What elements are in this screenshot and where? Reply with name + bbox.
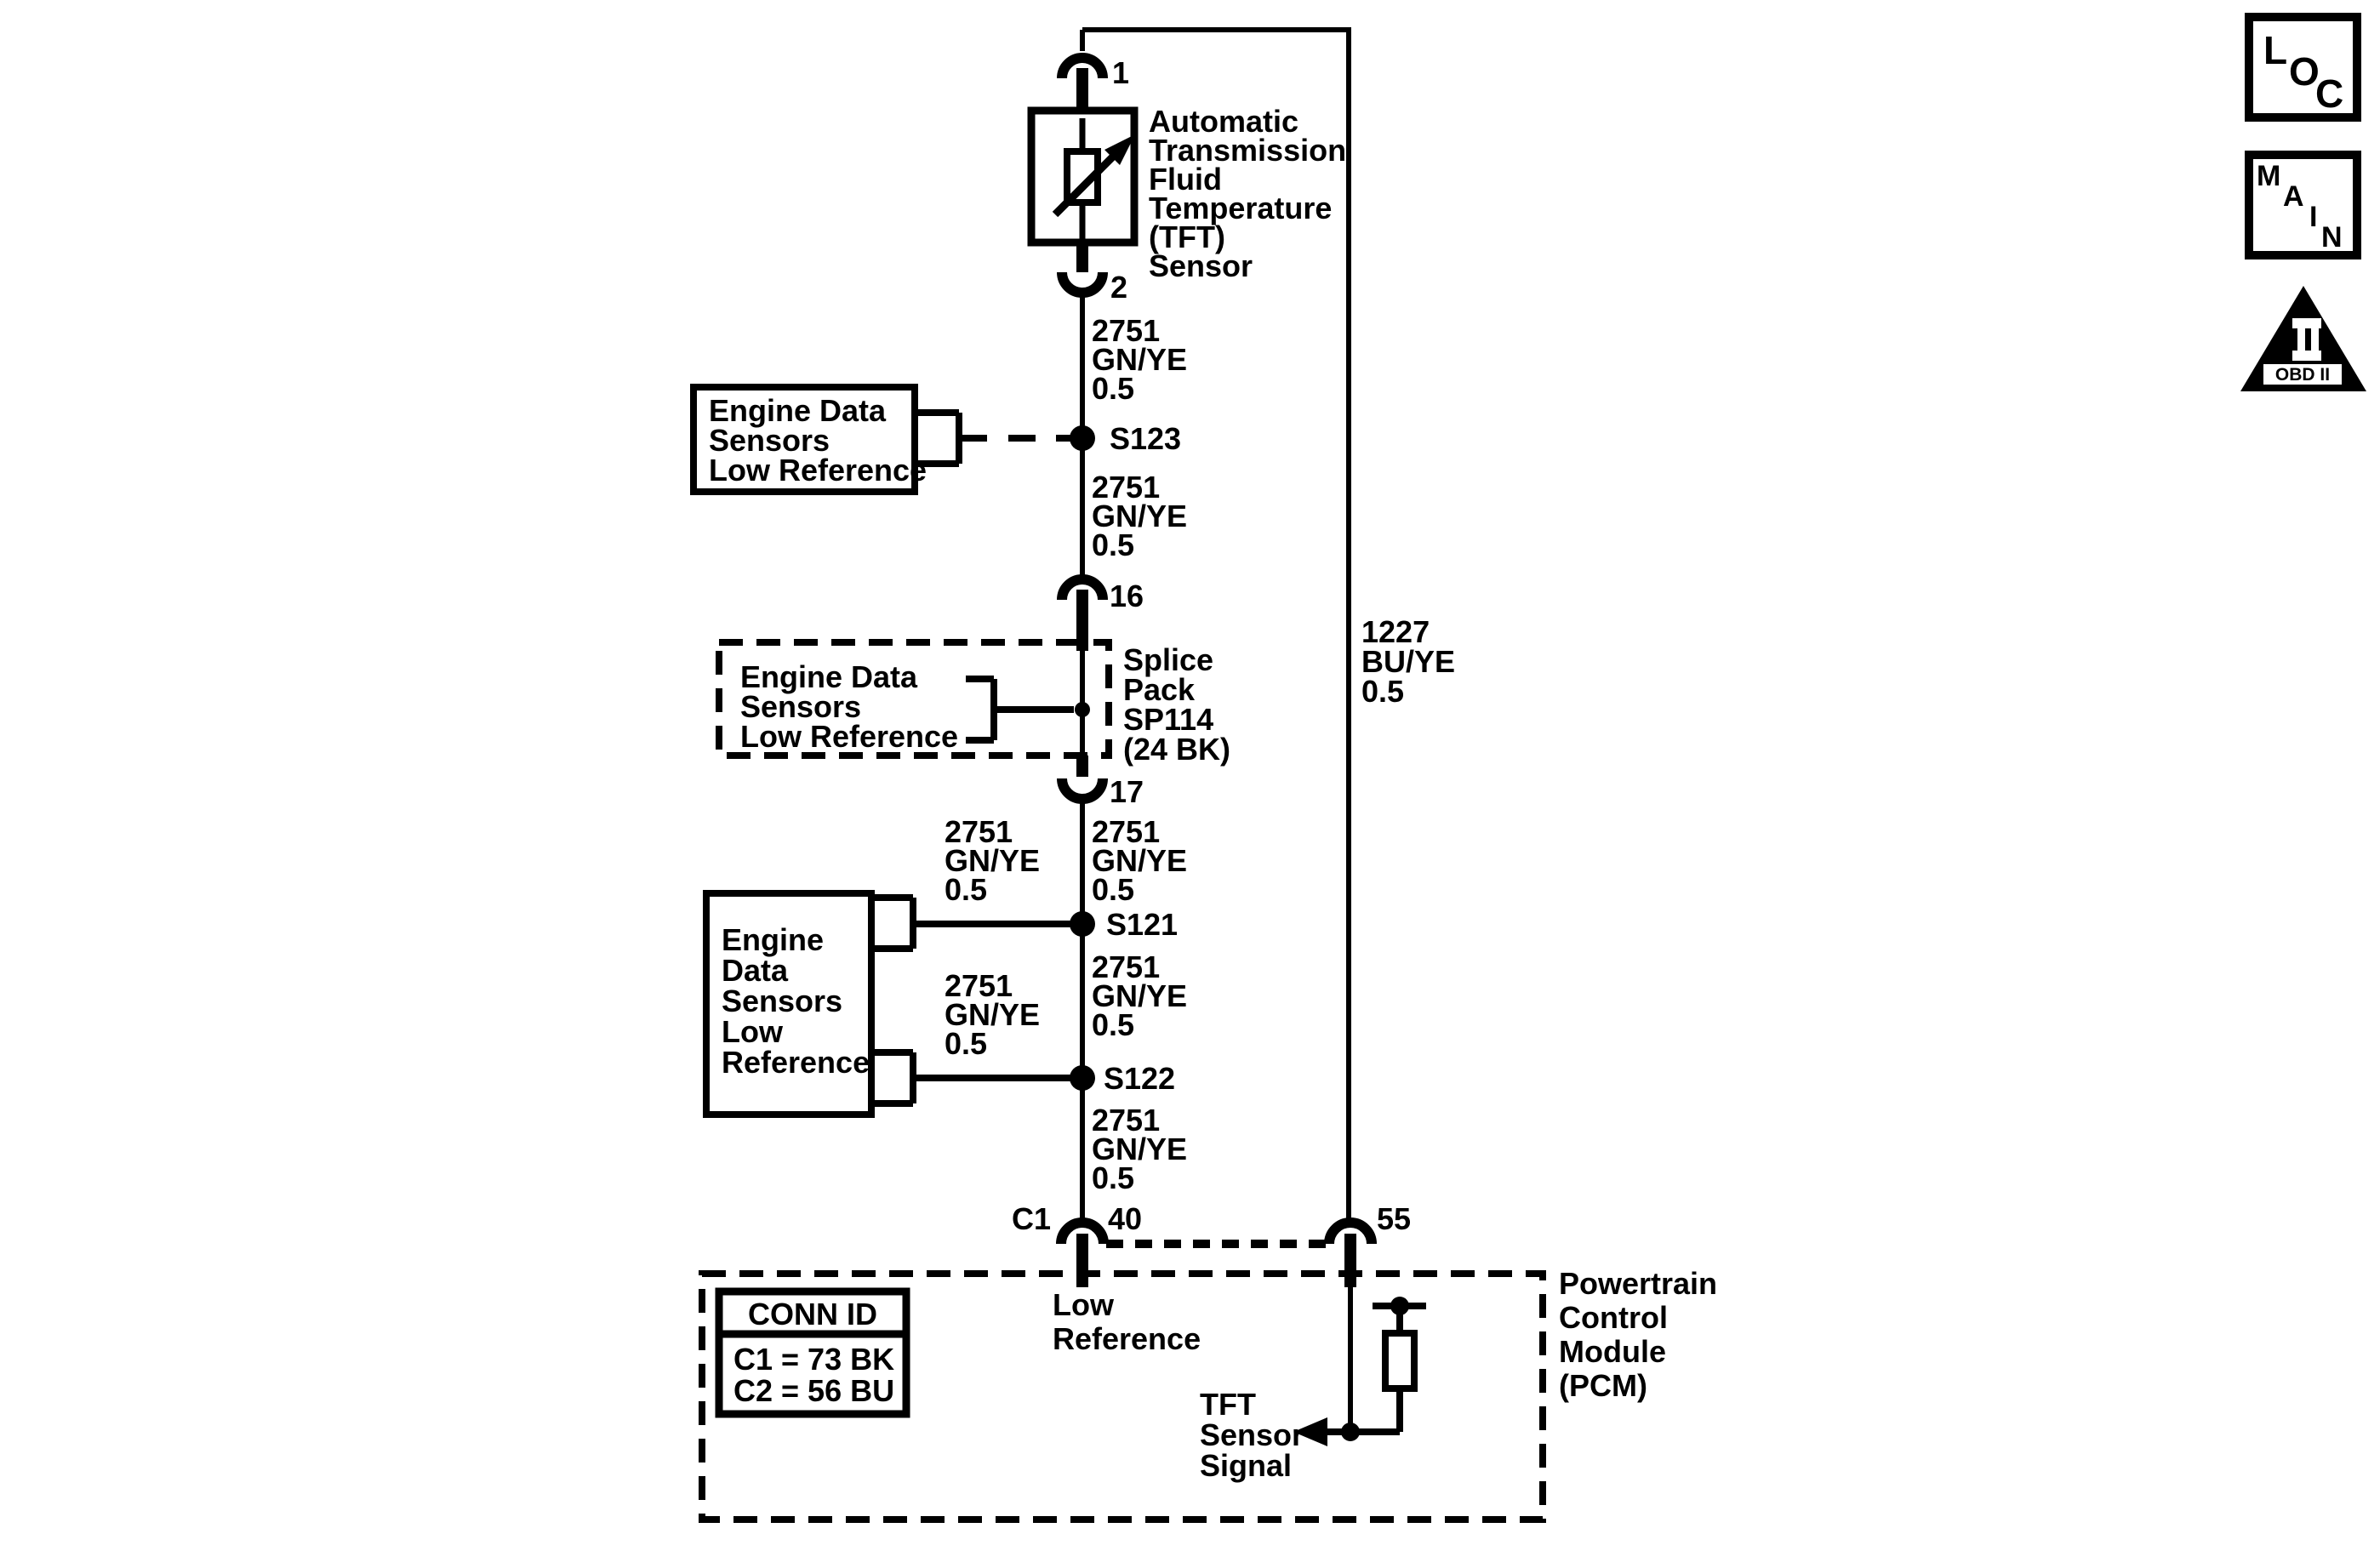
pin16-label: 16 [1110, 579, 1144, 613]
svg-text:Control: Control [1559, 1300, 1668, 1335]
svg-text:Reference: Reference [722, 1045, 870, 1080]
pcm-pin55-label: 55 [1377, 1201, 1412, 1236]
pin2-label: 2 [1110, 270, 1128, 305]
svg-text:Low: Low [722, 1014, 783, 1049]
svg-text:Module: Module [1559, 1334, 1666, 1369]
splice-pack-bracket [966, 679, 1074, 740]
pcm-low-reference-label [1053, 1287, 1201, 1356]
svg-text:M: M [2257, 160, 2281, 192]
svg-text:O: O [2289, 49, 2320, 94]
svg-text:Low Reference: Low Reference [709, 453, 927, 488]
pullup-supply-dot [1390, 1297, 1409, 1315]
svg-text:Sensor: Sensor [1200, 1417, 1304, 1452]
svg-text:Engine Data: Engine Data [740, 659, 918, 694]
svg-text:SP114: SP114 [1123, 702, 1214, 737]
svg-text:2751: 2751 [1092, 814, 1161, 849]
svg-text:GN/YE: GN/YE [945, 997, 1041, 1032]
svg-text:GN/YE: GN/YE [945, 843, 1041, 878]
svg-text:C: C [2315, 71, 2344, 116]
svg-text:A: A [2283, 180, 2304, 213]
wire-label-sp114-to-s121-right [1092, 814, 1187, 907]
svg-text:2751: 2751 [1092, 949, 1161, 984]
svg-text:Data: Data [722, 953, 789, 988]
conn-id-row-c1: C1 = 73 BK [733, 1342, 895, 1377]
splice-pack-sp114 [719, 642, 1109, 755]
tft-sensor-signal-label [1200, 1387, 1304, 1483]
svg-text:0.5: 0.5 [1092, 1007, 1135, 1042]
svg-text:2751: 2751 [945, 968, 1013, 1003]
svg-text:Automatic: Automatic [1149, 104, 1299, 139]
svg-text:I: I [2309, 201, 2318, 233]
svg-text:Splice: Splice [1123, 642, 1214, 677]
svg-text:Sensor: Sensor [1149, 248, 1253, 283]
splice-s123-label: S123 [1110, 421, 1182, 456]
svg-text:0.5: 0.5 [1092, 1160, 1135, 1195]
sensor-name-label [1149, 104, 1346, 283]
pcm-module [702, 1266, 1717, 1520]
connector-pin17-arc [1062, 778, 1103, 799]
svg-text:0.5: 0.5 [1092, 371, 1135, 406]
pcm-conn-c1-label: C1 [1011, 1201, 1051, 1236]
svg-text:(TFT): (TFT) [1149, 220, 1225, 254]
svg-text:2751: 2751 [1092, 470, 1161, 505]
obd2-badge [2240, 286, 2366, 391]
svg-text:N: N [2321, 221, 2343, 254]
svg-text:0.5: 0.5 [1092, 872, 1135, 907]
conn-id-table [719, 1291, 906, 1414]
svg-text:Pack: Pack [1123, 672, 1196, 707]
pcm-pin40-label: 40 [1108, 1201, 1143, 1236]
wire-label-s123-to-sp114 [1092, 470, 1187, 562]
svg-text:Engine Data: Engine Data [709, 393, 887, 428]
splice-s122-dot [1070, 1065, 1095, 1091]
svg-text:0.5: 0.5 [1361, 674, 1405, 709]
pcm-internal-circuit [1200, 1287, 1426, 1483]
svg-text:0.5: 0.5 [1092, 527, 1135, 562]
svg-text:1227: 1227 [1361, 614, 1430, 649]
wire-label-s122-to-pcm [1092, 1103, 1187, 1195]
main-badge [2249, 155, 2357, 255]
splice-s121-dot [1070, 911, 1095, 937]
svg-text:2751: 2751 [1092, 1103, 1161, 1138]
svg-text:2751: 2751 [1092, 313, 1161, 348]
splice-pack-junction-dot [1075, 702, 1090, 717]
svg-text:Sensors: Sensors [740, 689, 862, 724]
svg-text:(PCM): (PCM) [1559, 1368, 1647, 1403]
splice-pack-name-label [1123, 642, 1230, 767]
splice-s122-label: S122 [1104, 1061, 1176, 1096]
svg-text:Temperature: Temperature [1149, 191, 1333, 225]
svg-text:2751: 2751 [945, 814, 1013, 849]
pin17-label: 17 [1110, 774, 1144, 809]
conn-id-row-c2: C2 = 56 BU [733, 1373, 895, 1408]
svg-text:Reference: Reference [1053, 1321, 1201, 1356]
wire-label-s122-branch-left [945, 968, 1040, 1061]
svg-text:GN/YE: GN/YE [1092, 1132, 1188, 1166]
svg-text:Transmission: Transmission [1149, 133, 1347, 168]
svg-text:Signal: Signal [1200, 1448, 1293, 1483]
connector-pin2-arc [1062, 272, 1103, 293]
svg-text:0.5: 0.5 [945, 1026, 988, 1061]
splice-s123-dot [1070, 425, 1095, 451]
svg-text:BU/YE: BU/YE [1361, 644, 1456, 679]
svg-text:TFT: TFT [1200, 1387, 1256, 1422]
conn-id-header: CONN ID [748, 1297, 877, 1331]
loc-badge [2249, 17, 2357, 117]
pullup-branch-wire [1325, 1388, 1400, 1432]
svg-text:GN/YE: GN/YE [1092, 342, 1188, 377]
obd2-label: OBD II [2274, 365, 2331, 385]
tft-sensor-symbol [1031, 111, 1135, 242]
svg-text:Low: Low [1053, 1287, 1114, 1322]
wire-label-tft-signal [1361, 614, 1455, 709]
svg-text:GN/YE: GN/YE [1092, 978, 1188, 1013]
wire-label-sensor-to-s123 [1092, 313, 1187, 406]
svg-text:Sensors: Sensors [722, 984, 843, 1018]
svg-text:Fluid: Fluid [1149, 162, 1222, 197]
svg-text:(24 BK): (24 BK) [1123, 732, 1231, 767]
pullup-resistor-icon [1385, 1333, 1414, 1388]
svg-text:0.5: 0.5 [945, 872, 988, 907]
wire-label-s121-to-s122-right [1092, 949, 1187, 1042]
wire-label-s121-branch-left [945, 814, 1040, 907]
svg-text:L: L [2263, 28, 2288, 72]
pin1-label: 1 [1112, 55, 1130, 90]
svg-text:Powertrain: Powertrain [1559, 1266, 1718, 1301]
svg-text:GN/YE: GN/YE [1092, 499, 1188, 533]
svg-text:GN/YE: GN/YE [1092, 843, 1188, 878]
pcm-name-label [1559, 1266, 1717, 1403]
splice-s121-label: S121 [1106, 907, 1179, 942]
svg-text:Engine: Engine [722, 922, 825, 957]
svg-text:Sensors: Sensors [709, 423, 830, 458]
callout-eds-low-ref-1 [693, 387, 1074, 492]
svg-text:Low Reference: Low Reference [740, 719, 959, 754]
